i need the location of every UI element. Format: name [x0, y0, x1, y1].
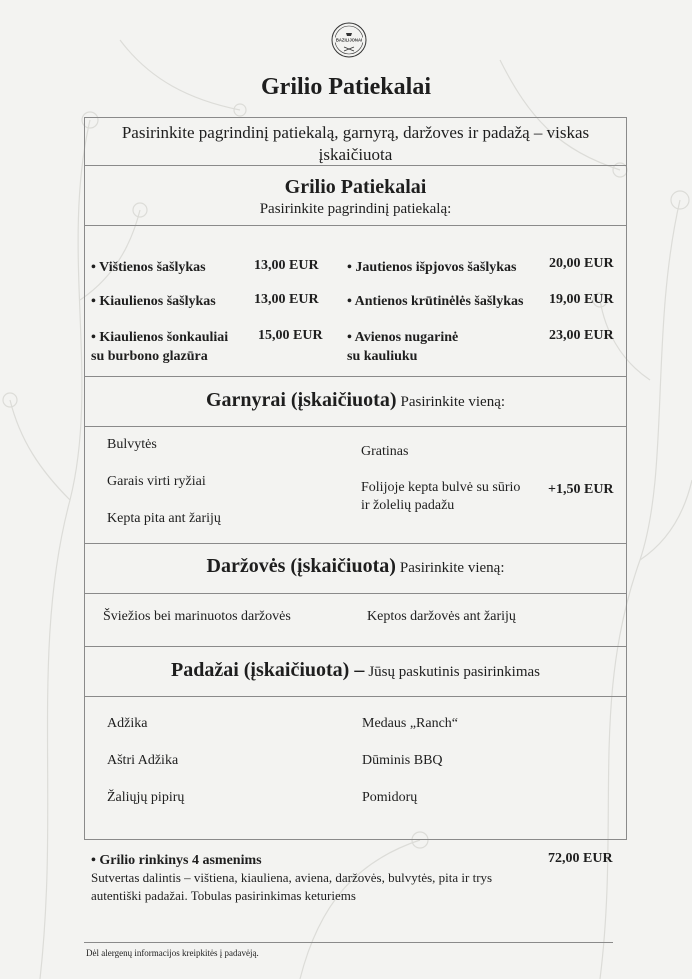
veg-heading-row: [84, 555, 627, 578]
combo-price: 72,00 EUR: [548, 851, 613, 866]
side-option-cont: ir žolelių padažu: [361, 498, 455, 513]
intro-text: Pasirinkite pagrindinį patiekalą, garnyrą, daržoves ir padažą – viskas įskaičiuota: [121, 123, 590, 164]
veg-option: Keptos daržovės ant žarijų: [367, 609, 516, 624]
sauces-subheading: Jūsų paskutinis pasirinkimas: [368, 664, 540, 680]
combo-description: Sutvertas dalintis – vištiena, kiauliena, aviena, daržovės, bulvytės, pita ir trys: [91, 870, 493, 885]
menu-item-name-cont: su burbono glazūra: [91, 349, 208, 364]
divider: [84, 426, 627, 427]
sides-heading: Garnyrai (įskaičiuota): [205, 389, 397, 411]
menu-item-name: • Kiaulienos šonkauliai: [91, 330, 229, 345]
menu-item-price: 13,00 EUR: [254, 292, 319, 307]
menu-item-name: • Kiaulienos šašlykas: [91, 294, 216, 309]
menu-item-price: 19,00 EUR: [549, 292, 614, 307]
menu-item-name: • Antienos krūtinėlės šašlykas: [347, 294, 524, 309]
divider: [84, 696, 627, 697]
sides-heading-row: [84, 389, 627, 412]
sauce-option: Adžika: [107, 716, 148, 731]
menu-item-name: • Vištienos šašlykas: [91, 260, 206, 275]
sauce-option: Pomidorų: [362, 790, 418, 805]
sauce-option: Aštri Adžika: [107, 753, 179, 768]
footer-divider: [84, 942, 613, 943]
menu-item-name: • Jautienos išpjovos šašlykas: [347, 260, 517, 275]
menu-item-price: 23,00 EUR: [549, 328, 614, 343]
sauces-heading: Padažai (įskaičiuota) –: [170, 659, 365, 681]
side-option: Folijoje kepta bulvė su sūrio: [361, 480, 521, 495]
side-option: Garais virti ryžiai: [107, 474, 206, 489]
allergen-note: Dėl alergenų informacijos kreipkitės į padavėją.: [86, 948, 259, 958]
divider: [84, 225, 627, 226]
side-option: Bulvytės: [107, 437, 157, 452]
side-option: Gratinas: [361, 444, 409, 459]
sauce-option: Žaliųjų pipirų: [107, 790, 185, 805]
menu-item-price: 20,00 EUR: [549, 256, 614, 271]
divider: [84, 376, 627, 377]
veg-heading: Daržovės (įskaičiuota): [206, 555, 396, 577]
menu-item-price: 13,00 EUR: [254, 258, 319, 273]
restaurant-logo: [331, 22, 367, 58]
page-title: Grilio Patiekalai: [261, 74, 431, 100]
sauce-option: Medaus „Ranch“: [362, 716, 459, 731]
combo-name: • Grilio rinkinys 4 asmenims: [91, 853, 262, 868]
combo-description-cont: autentiški padažai. Tobulas pasirinkimas keturiems: [91, 888, 356, 903]
divider: [84, 646, 627, 647]
sauce-option: Dūminis BBQ: [362, 753, 443, 768]
grill-heading: Grilio Patiekalai: [284, 176, 427, 198]
divider: [84, 593, 627, 594]
divider: [84, 543, 627, 544]
menu-item-price: 15,00 EUR: [258, 328, 323, 343]
side-extra-price: +1,50 EUR: [548, 482, 614, 497]
sauces-heading-row: [84, 659, 627, 682]
grill-subheading: Pasirinkite pagrindinį patiekalą:: [259, 201, 452, 217]
veg-subheading: Pasirinkite vieną:: [399, 560, 505, 576]
veg-option: Šviežios bei marinuotos daržovės: [103, 609, 291, 624]
menu-item-name-cont: su kauliuku: [347, 349, 418, 364]
sides-subheading: Pasirinkite vieną:: [400, 394, 506, 410]
side-option: Kepta pita ant žarijų: [107, 511, 221, 526]
menu-item-name: • Avienos nugarinė: [347, 330, 459, 345]
logo-text: BAZILIJONAI: [335, 37, 363, 43]
